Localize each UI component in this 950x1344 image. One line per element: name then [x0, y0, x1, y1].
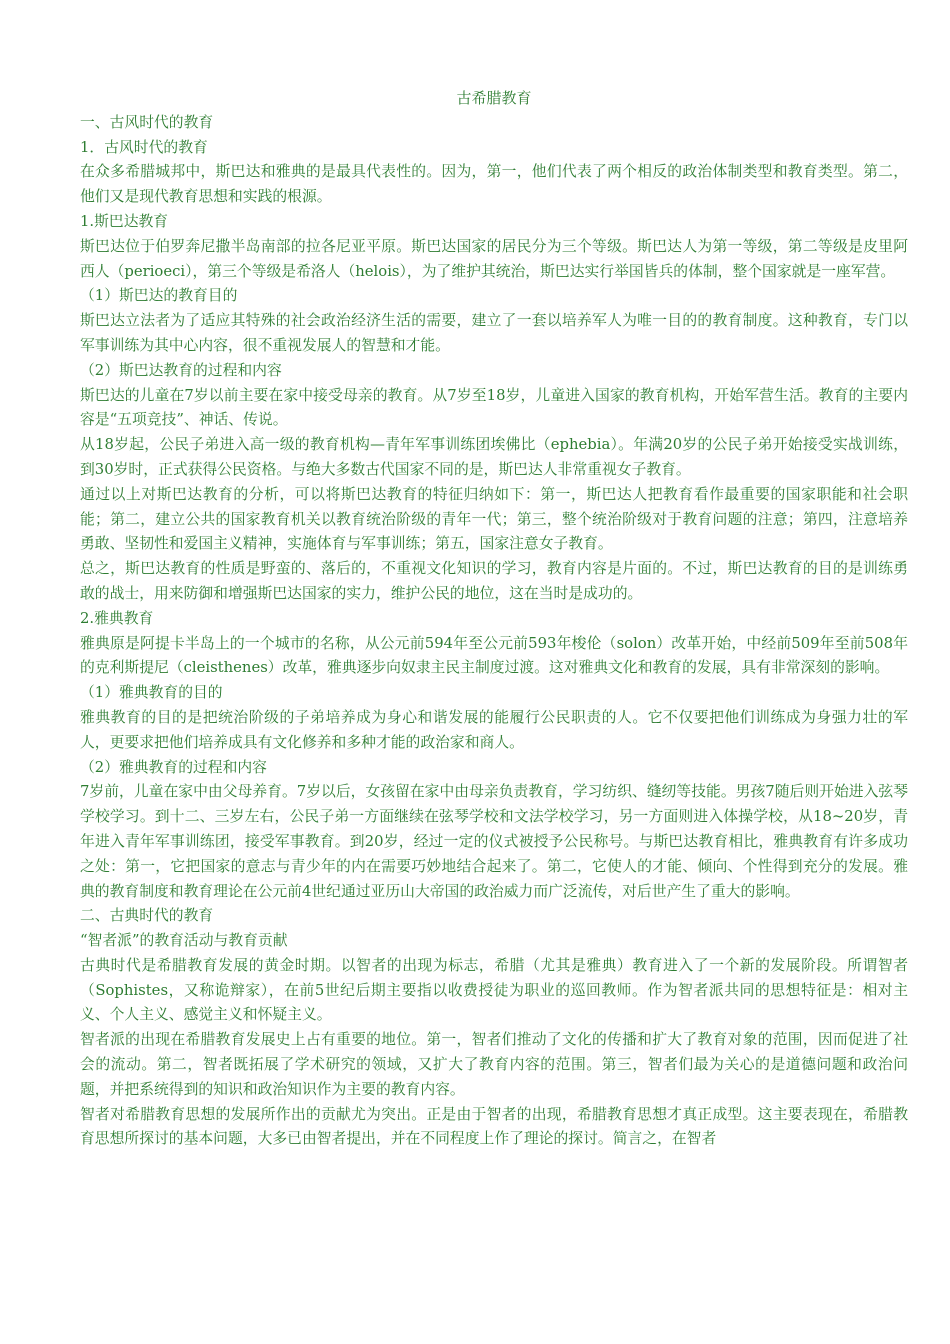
paragraph: 智者派的出现在希腊教育发展史上占有重要的地位。第一，智者们推动了文化的传播和扩大了教育对象的范围，因而促进了社会的流动。第二，智者既拓展了学术研究的领域，又扩大了教育内容的范围。第三，智者们最为关心的是道德问题和政治问题，并把系统得到的知识和政治知识作为主要的教育内容。	[80, 1031, 908, 1098]
section-heading: 一、古风时代的教育	[80, 113, 214, 131]
paragraph: 智者对希腊教育思想的发展所作出的贡献尤为突出。正是由于智者的出现，希腊教育思想才真正成型。这主要表现在，希腊教育思想所探讨的基本问题，大多已由智者提出，并在不同程度上作了理论的探讨。简言之，在智者	[80, 1105, 908, 1148]
section-heading: 1．古风时代的教育	[80, 138, 208, 156]
section-heading: （2）斯巴达教育的过程和内容	[80, 361, 282, 379]
section-heading: 1.斯巴达教育	[80, 212, 169, 230]
paragraph: 通过以上对斯巴达教育的分析，可以将斯巴达教育的特征归纳如下：第一，斯巴达人把教育看作最重要的国家职能和社会职能；第二，建立公共的国家教育机关以教育统治阶级的青年一代；第三，整个统治阶级对于教育问题的注意；第四，注意培养勇敢、坚韧性和爱国主义精神，实施体育与军事训练；第五，国家注意女子教育。	[80, 485, 908, 553]
document-title: 古希腊教育	[456, 89, 532, 107]
paragraph: 从18岁起，公民子弟进入高一级的教育机构—青年军事训练团埃佛比（ephebia）。年满20岁的公民子弟开始接受实战训练，到30岁时，正式获得公民资格。与绝大多数古代国家不同的是，斯巴达人非常重视女子教育。	[80, 436, 908, 478]
paragraph: 古典时代是希腊教育发展的黄金时期。以智者的出现为标志，希腊（尤其是雅典）教育进入了一个新的发展阶段。所谓智者（Sophistes，又称诡辩家），在前5世纪后期主要指以收费授徒为职业的巡回教师。作为智者派共同的思想特征是：相对主义、个人主义、感觉主义和怀疑主义。	[80, 956, 908, 1024]
paragraph: 雅典教育的目的是把统治阶级的子弟培养成为身心和谐发展的能履行公民职责的人。它不仅要把他们训练成为身强力壮的军人，更要求把他们培养成具有文化修养和多种才能的政治家和商人。	[80, 708, 908, 751]
paragraph: 斯巴达位于伯罗奔尼撒半岛南部的拉各尼亚平原。斯巴达国家的居民分为三个等级。斯巴达人为第一等级，第二等级是皮里阿西人（perioeci），第三个等级是希洛人（helois），为了维护其统治，斯巴达实行举国皆兵的体制，整个国家就是一座军营。	[80, 237, 908, 280]
document-body	[80, 111, 908, 1152]
section-heading: 二、古典时代的教育	[80, 907, 214, 925]
paragraph: 斯巴达立法者为了适应其特殊的社会政治经济生活的需要，建立了一套以培养军人为唯一目的的教育制度。这种教育，专门以军事训练为其中心内容，很不重视发展人的智慧和才能。	[80, 312, 908, 354]
section-heading: （1）斯巴达的教育目的	[80, 287, 238, 305]
section-heading: 2.雅典教育	[80, 609, 154, 627]
paragraph: 雅典原是阿提卡半岛上的一个城市的名称，从公元前594年至公元前593年梭伦（solon）改革开始，中经前509年至前508年的克利斯提尼（cleisthenes）改革，雅典逐步向奴隶主民主制度过渡。这对雅典文化和教育的发展，具有非常深刻的影响。	[80, 634, 908, 677]
section-heading: （1）雅典教育的目的	[80, 684, 223, 702]
paragraph: 7岁前，儿童在家中由父母养育。7岁以后，女孩留在家中由母亲负责教育，学习纺织、缝纫等技能。男孩7随后则开始进入弦琴学校学习。到十二、三岁左右，公民子弟一方面继续在弦琴学校和文法学校学习，另一方面则进入体操学校，从18~20岁，青年进入青年军事训练团，接受军事教育。到20岁，经过一定的仪式被授予公民称号。与斯巴达教育相比，雅典教育有许多成功之处：第一，它把国家的意志与青少年的内在需要巧妙地结合起来了。第二，它使人的才能、倾向、个性得到充分的发展。雅典的教育制度和教育理论在公元前4世纪通过亚历山大帝国的政治威力而广泛流传，对后世产生了重大的影响。	[80, 783, 908, 900]
paragraph: 总之，斯巴达教育的性质是野蛮的、落后的，不重视文化知识的学习，教育内容是片面的。不过，斯巴达教育的目的是训练勇敢的战士，用来防御和增强斯巴达国家的实力，维护公民的地位，这在当时是成功的。	[80, 560, 908, 602]
paragraph: 在众多希腊城邦中，斯巴达和雅典的是最具代表性的。因为，第一，他们代表了两个相反的政治体制类型和教育类型。第二，他们又是现代教育思想和实践的根源。	[80, 163, 908, 206]
section-heading: “智者派”的教育活动与教育贡献	[80, 932, 288, 950]
paragraph: 斯巴达的儿童在7岁以前主要在家中接受母亲的教育。从7岁至18岁，儿童进入国家的教育机构，开始军营生活。教育的主要内容是“五项竞技”、神话、传说。	[80, 386, 908, 429]
section-heading: （2）雅典教育的过程和内容	[80, 758, 267, 776]
